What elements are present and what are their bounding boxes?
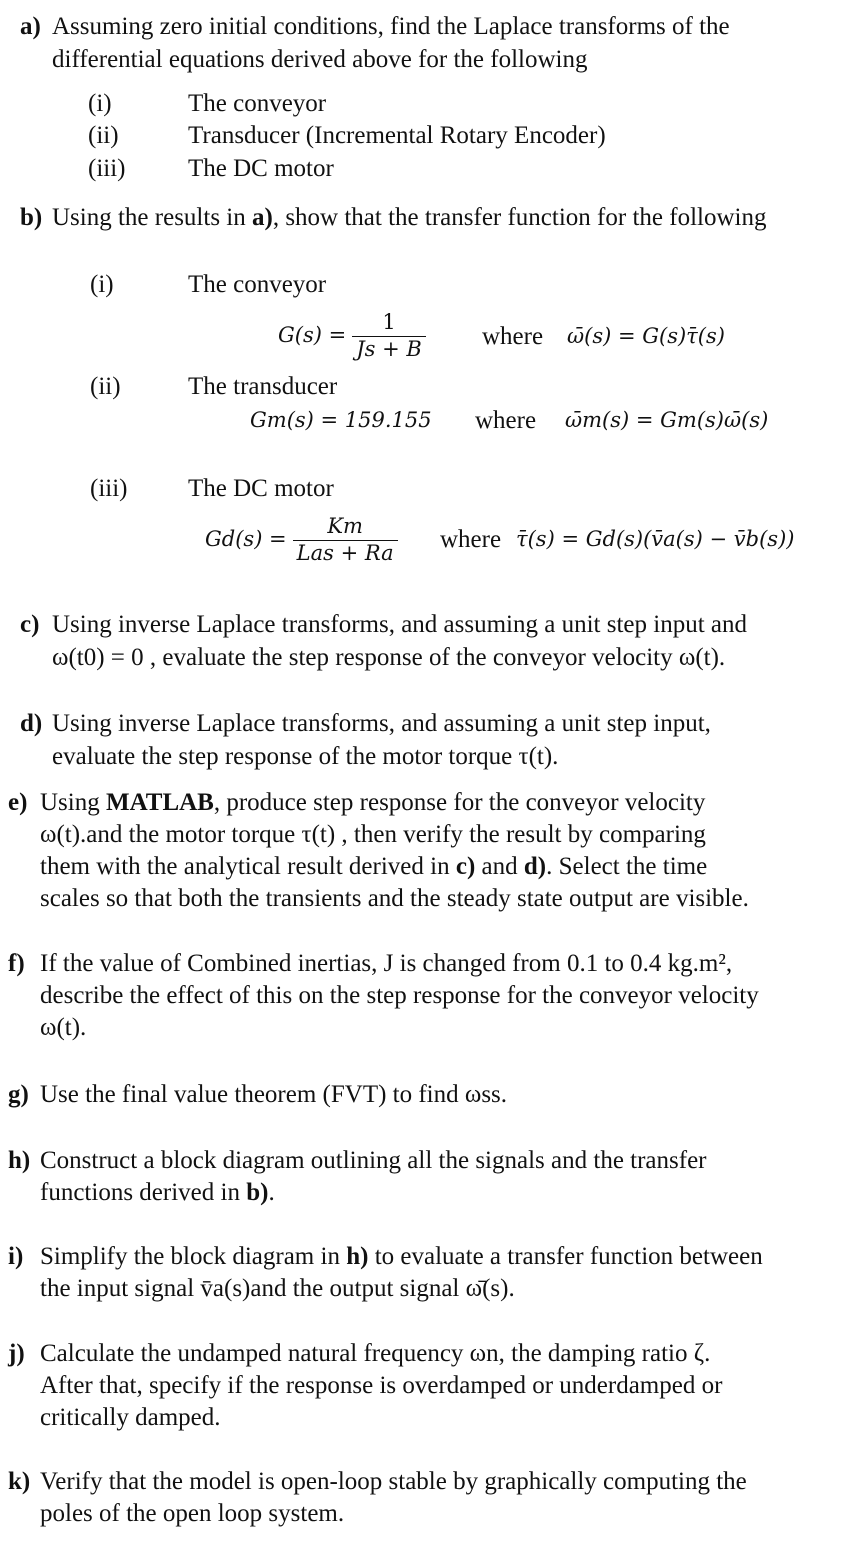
question-f-letter: f) bbox=[8, 950, 25, 977]
question-e-line3-post: . Select the time bbox=[546, 853, 708, 880]
equation-transducer-lhs: Gm(s) = 159.155 bbox=[250, 408, 432, 432]
question-b-item-1-text: The conveyor bbox=[188, 271, 327, 298]
question-i-line1-post: to evaluate a transfer function between bbox=[368, 1243, 763, 1270]
question-a-letter: a) bbox=[20, 13, 41, 40]
question-k-line2: poles of the open loop system. bbox=[40, 1500, 345, 1527]
question-e-line1 bbox=[40, 788, 705, 818]
question-h-line2-post: . bbox=[268, 1179, 275, 1206]
equation-conveyor-where: where bbox=[482, 323, 544, 350]
question-a-item-1-num: (i) bbox=[88, 90, 112, 117]
question-e-line1-post: , produce step response for the conveyor velocity bbox=[213, 789, 706, 816]
question-b-item-3-num: (iii) bbox=[90, 475, 128, 502]
question-a-item-3-text: The DC motor bbox=[188, 155, 334, 182]
equation-transducer-where: where bbox=[475, 407, 537, 434]
equation-dc-motor-lhs: Gd(s) = bbox=[205, 527, 287, 552]
question-k-line1: Verify that the model is open-loop stable by graphically computing the bbox=[40, 1468, 747, 1495]
question-e-letter: e) bbox=[8, 789, 28, 816]
question-g-text: Use the final value theorem (FVT) to find ωss. bbox=[40, 1081, 508, 1108]
question-e-line2: ω(t).and the motor torque τ(t) , then verify the result by comparing bbox=[40, 821, 706, 848]
equation-conveyor-relation: ω̄(s) = G(s)τ̄(s) bbox=[567, 324, 725, 348]
question-h-ref-b: b) bbox=[246, 1179, 269, 1206]
equation-conveyor-denominator: Js + B bbox=[352, 336, 426, 362]
question-a-item-3-num: (iii) bbox=[88, 155, 126, 182]
question-h-line1: Construct a block diagram outlining all the signals and the transfer bbox=[40, 1147, 707, 1174]
question-h-line2 bbox=[40, 1178, 275, 1208]
question-h-letter: h) bbox=[8, 1147, 31, 1174]
equation-conveyor-tf bbox=[278, 301, 426, 371]
question-e-line4: scales so that both the transients and the steady state output are visible. bbox=[40, 885, 749, 912]
equation-dc-motor-numerator: Km bbox=[327, 514, 363, 539]
question-e-ref-c: c) bbox=[455, 853, 476, 880]
equation-dc-motor-where: where bbox=[440, 526, 502, 553]
equation-dc-motor-tf bbox=[205, 504, 398, 576]
question-e-matlab: MATLAB bbox=[105, 789, 214, 816]
question-i-ref-h: h) bbox=[346, 1243, 369, 1270]
equation-conveyor-lhs: G(s) = bbox=[278, 323, 347, 348]
question-i-line1 bbox=[40, 1242, 763, 1272]
equation-dc-motor-denominator: Las + Ra bbox=[293, 540, 398, 566]
question-b-item-1-num: (i) bbox=[90, 271, 114, 298]
question-i-line2: the input signal v̄a(s)and the output signal ω̄(s). bbox=[40, 1275, 515, 1302]
question-a-line2: differential equations derived above for the following bbox=[52, 46, 588, 73]
equation-dc-motor-relation: τ̄(s) = Gd(s)(v̄a(s) − v̄b(s)) bbox=[516, 527, 795, 551]
question-e-ref-d: d) bbox=[523, 853, 547, 880]
question-e-line3 bbox=[40, 852, 707, 882]
question-f-line3: ω(t). bbox=[40, 1014, 87, 1041]
question-b-item-3-text: The DC motor bbox=[188, 475, 334, 502]
question-b-letter: b) bbox=[20, 204, 43, 231]
question-d-line1: Using inverse Laplace transforms, and assuming a unit step input, bbox=[52, 710, 711, 737]
question-b-text bbox=[52, 203, 766, 233]
question-b-text-post: , show that the transfer function for the following bbox=[272, 204, 767, 231]
question-e-line1-pre: Using bbox=[40, 789, 106, 816]
equation-conveyor-numerator: 1 bbox=[382, 310, 396, 335]
question-j-line1: Calculate the undamped natural frequency ωn, the damping ratio ζ. bbox=[40, 1340, 711, 1367]
question-b-item-2-text: The transducer bbox=[188, 373, 338, 400]
question-e-line3-pre: them with the analytical result derived in bbox=[40, 853, 456, 880]
question-i-letter: i) bbox=[8, 1243, 24, 1270]
question-b-text-pre: Using the results in bbox=[52, 204, 252, 231]
question-j-line3: critically damped. bbox=[40, 1404, 221, 1431]
question-j-line2: After that, specify if the response is overdamped or underdamped or bbox=[40, 1372, 723, 1399]
question-f-line2: describe the effect of this on the step response for the conveyor velocity bbox=[40, 982, 759, 1009]
question-e-line3-mid: and bbox=[475, 853, 524, 880]
question-a-item-2-num: (ii) bbox=[88, 122, 119, 149]
equation-dc-motor-fraction bbox=[293, 514, 398, 565]
question-d-letter: d) bbox=[20, 710, 43, 737]
question-a-line1: Assuming zero initial conditions, find the Laplace transforms of the bbox=[52, 13, 730, 40]
question-c-line2: ω(t0) = 0 , evaluate the step response of the conveyor velocity ω(t). bbox=[52, 644, 726, 671]
question-b-item-2-num: (ii) bbox=[90, 373, 121, 400]
question-b-ref: a) bbox=[252, 204, 273, 231]
question-g-letter: g) bbox=[8, 1081, 29, 1108]
question-c-letter: c) bbox=[20, 611, 40, 638]
question-a-item-1-text: The conveyor bbox=[188, 90, 327, 117]
question-c-line1: Using inverse Laplace transforms, and assuming a unit step input and bbox=[52, 611, 747, 638]
question-i-line1-pre: Simplify the block diagram in bbox=[40, 1243, 347, 1270]
question-f-line1: If the value of Combined inertias, J is changed from 0.1 to 0.4 kg.m², bbox=[40, 950, 733, 977]
question-d-line2: evaluate the step response of the motor torque τ(t). bbox=[52, 743, 559, 770]
question-k-letter: k) bbox=[8, 1468, 31, 1495]
question-h-line2-pre: functions derived in bbox=[40, 1179, 247, 1206]
question-a-item-2-text: Transducer (Incremental Rotary Encoder) bbox=[188, 122, 606, 149]
equation-conveyor-fraction bbox=[352, 310, 426, 361]
equation-transducer-relation: ω̄m(s) = Gm(s)ω̄(s) bbox=[565, 408, 769, 432]
question-j-letter: j) bbox=[8, 1340, 25, 1367]
